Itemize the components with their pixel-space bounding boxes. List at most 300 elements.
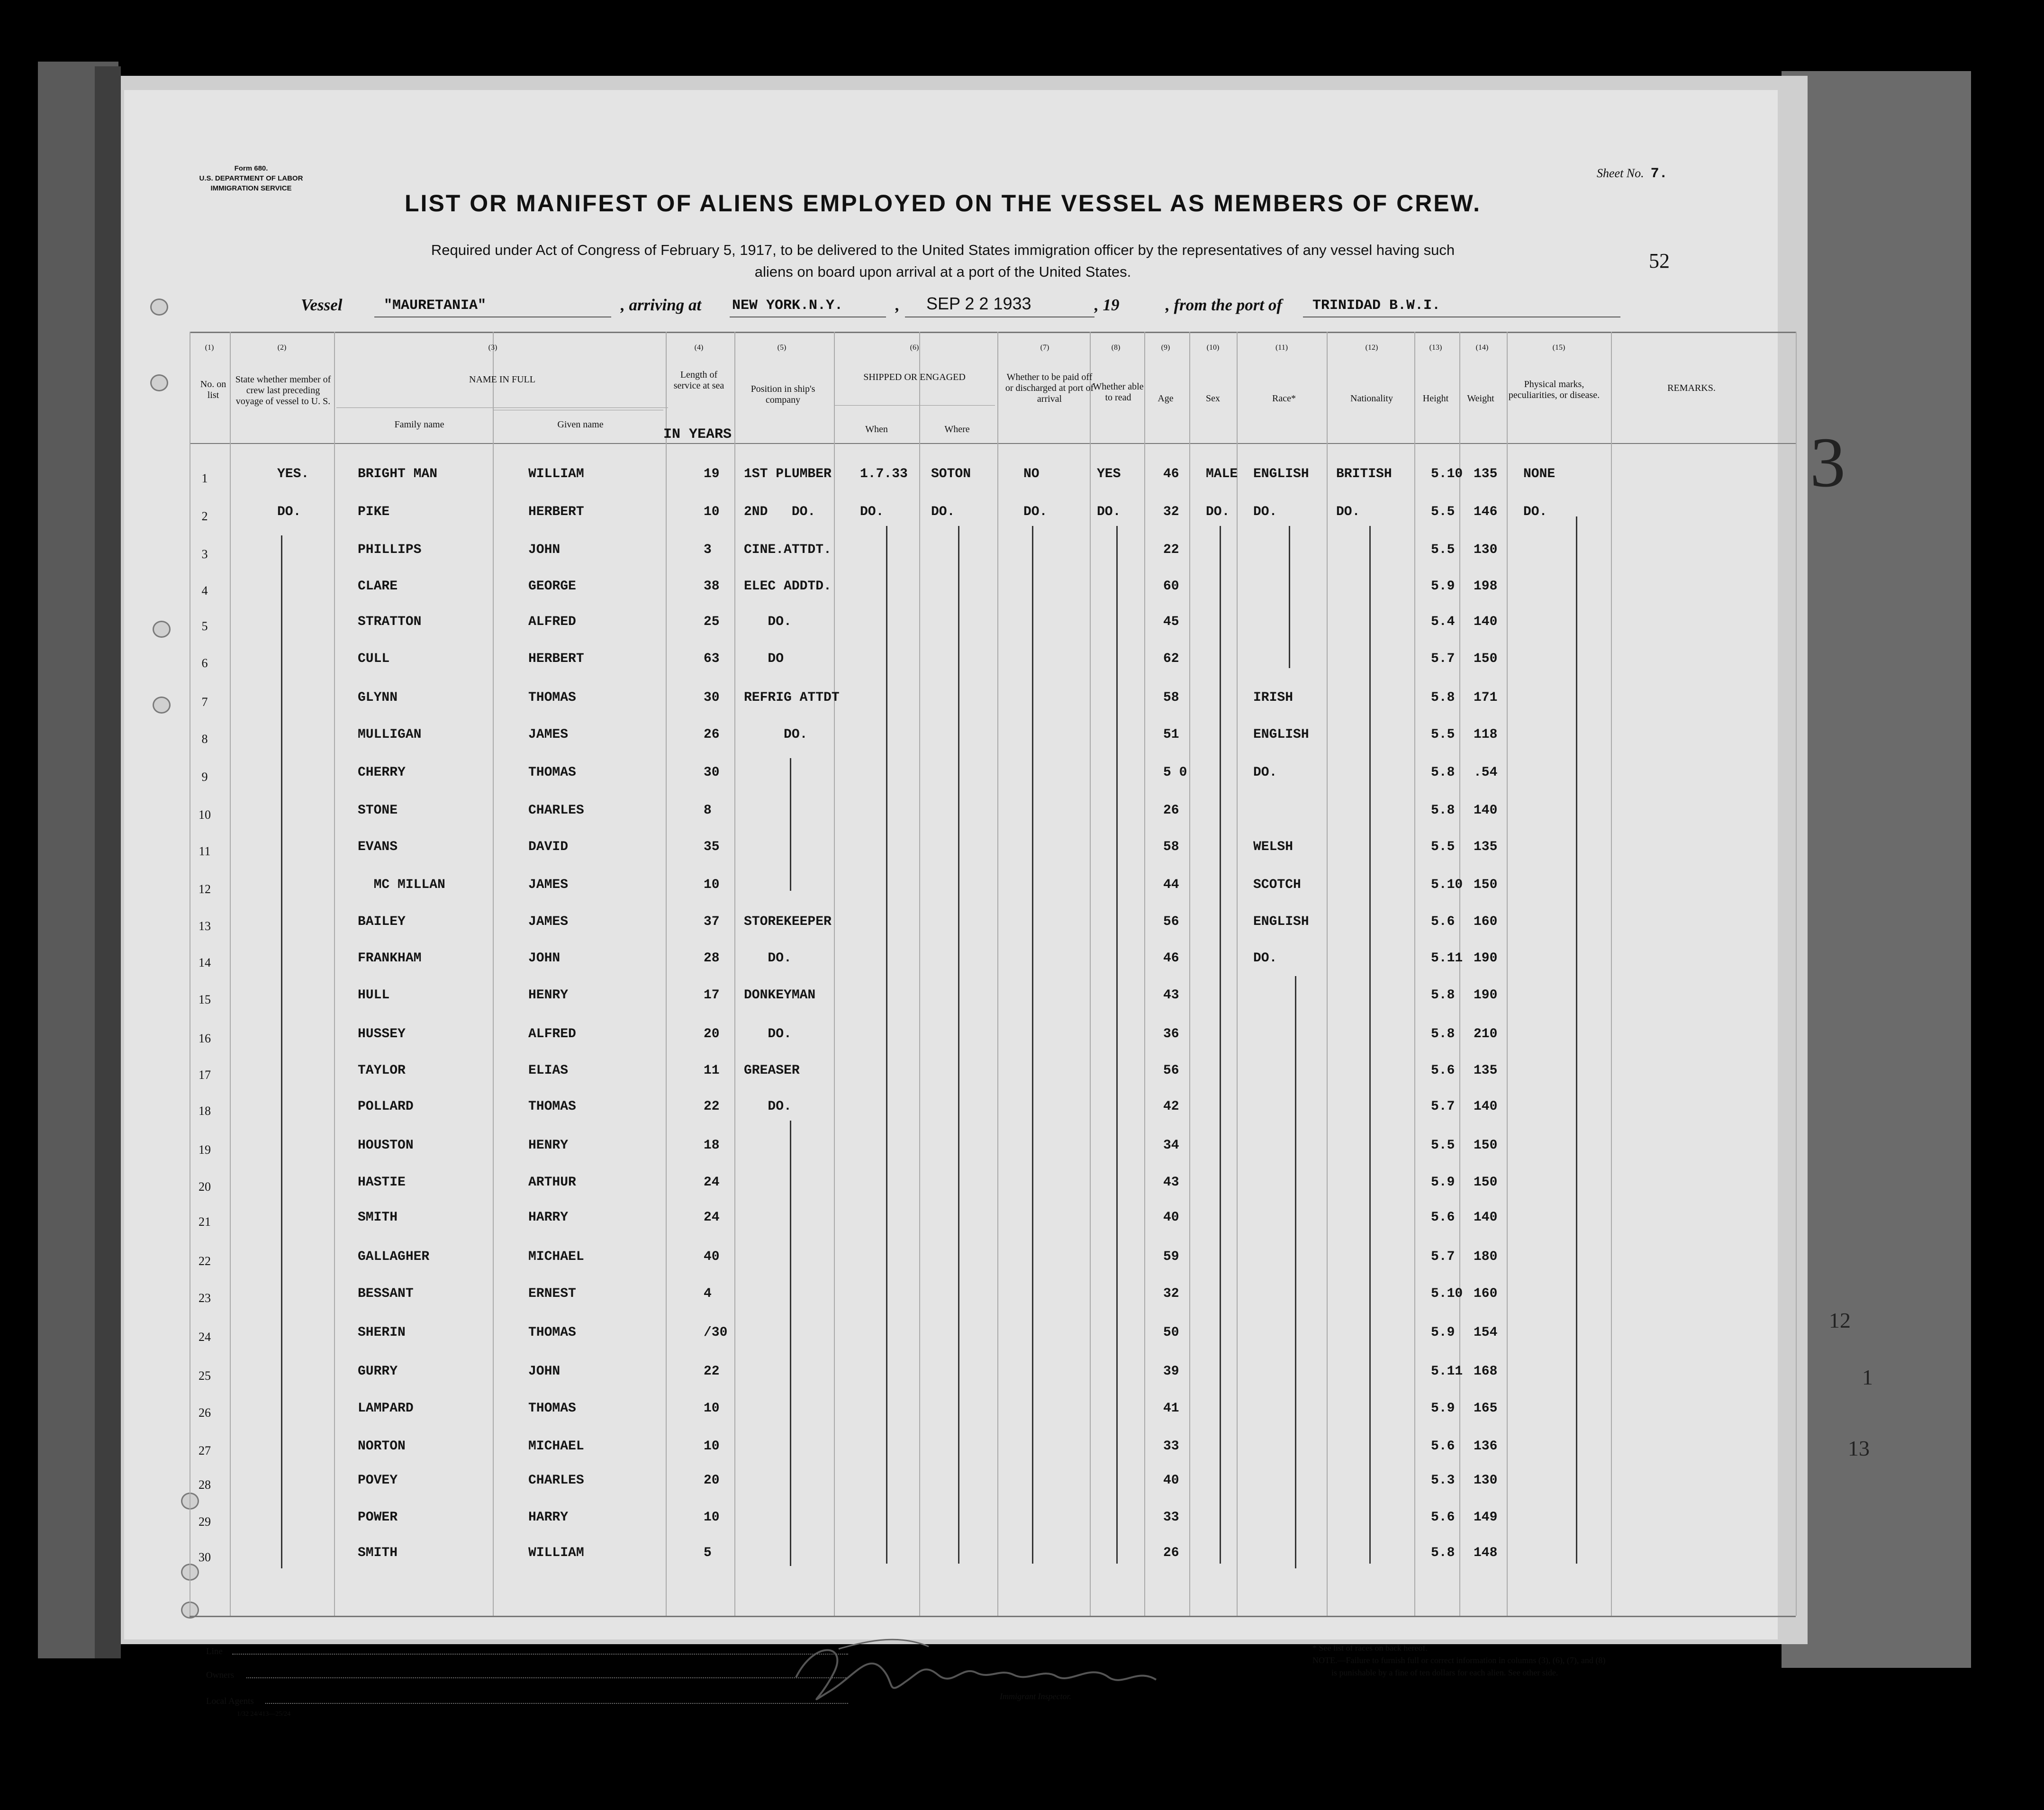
position-cell: REFRIG ATTDT bbox=[744, 690, 840, 705]
hdr-where: Where bbox=[944, 424, 970, 434]
given-name-cell: HENRY bbox=[528, 988, 569, 1003]
sheet-label: Sheet No. bbox=[1597, 166, 1644, 180]
family-name-cell: HULL bbox=[358, 988, 390, 1003]
row-number: 4 bbox=[201, 584, 208, 597]
row-number: 2 bbox=[201, 509, 208, 523]
given-name-cell: HERBERT bbox=[528, 505, 584, 519]
given-name-cell: ALFRED bbox=[528, 1027, 576, 1041]
position-cell: GREASER bbox=[744, 1063, 800, 1078]
column-number: (14) bbox=[1475, 344, 1489, 352]
race-cell: DO. bbox=[1253, 765, 1277, 780]
height-cell: 5.5 bbox=[1431, 840, 1455, 854]
family-name-cell: LAMPARD bbox=[358, 1401, 414, 1416]
race-cell: DO. bbox=[1253, 951, 1277, 966]
given-name-cell: JAMES bbox=[528, 878, 569, 892]
column-rule bbox=[1507, 332, 1508, 1616]
race-cell: WELSH bbox=[1253, 840, 1293, 854]
given-name-cell: JAMES bbox=[528, 727, 569, 742]
row-number: 16 bbox=[199, 1032, 211, 1045]
department-name: U.S. DEPARTMENT OF LABOR bbox=[199, 174, 303, 182]
footnote-penalty: NOTE.—Failure to furnish full or correct information in columns (3), (6), (7), and (8) bbox=[1312, 1656, 1606, 1665]
shipped-where-cell: DO. bbox=[931, 505, 955, 519]
column-number: (5) bbox=[777, 344, 787, 352]
row-number: 13 bbox=[199, 919, 211, 933]
weight-cell: 160 bbox=[1474, 914, 1498, 929]
age-cell: 32 bbox=[1163, 505, 1179, 519]
age-cell: 41 bbox=[1163, 1401, 1179, 1416]
hdr-family-name: Family name bbox=[394, 419, 444, 430]
weight-cell: 146 bbox=[1474, 505, 1498, 519]
hdr-shipped: SHIPPED OR ENGAGED bbox=[863, 372, 966, 382]
position-cell: DO bbox=[744, 652, 784, 666]
weight-cell: 150 bbox=[1474, 652, 1498, 666]
row-number: 30 bbox=[199, 1550, 211, 1564]
position-cell: DO. bbox=[744, 727, 808, 742]
weight-cell: .54 bbox=[1474, 765, 1498, 780]
row-number: 22 bbox=[199, 1254, 211, 1268]
position-cell: 1ST PLUMBER bbox=[744, 467, 832, 481]
age-cell: 44 bbox=[1163, 878, 1179, 892]
column-number: (1) bbox=[205, 344, 214, 352]
hdr-sex: Sex bbox=[1206, 393, 1220, 404]
column-number: (3) bbox=[488, 344, 497, 352]
position-cell: DO. bbox=[744, 951, 792, 966]
age-cell: 5 0 bbox=[1163, 765, 1187, 780]
from-port: TRINIDAD B.W.I. bbox=[1312, 298, 1441, 314]
service-years-cell: 25 bbox=[704, 615, 720, 629]
row-number: 8 bbox=[201, 732, 208, 746]
form-identifier bbox=[180, 163, 322, 193]
hdr-weight: Weight bbox=[1467, 393, 1494, 404]
height-cell: 5.7 bbox=[1431, 1249, 1455, 1264]
physical-marks-cell: NONE bbox=[1523, 467, 1556, 481]
family-name-cell: HOUSTON bbox=[358, 1138, 414, 1153]
hdr-race: Race* bbox=[1272, 393, 1296, 404]
given-name-cell: ALFRED bbox=[528, 615, 576, 629]
column-rule bbox=[919, 332, 920, 1616]
page-number: 52 bbox=[1649, 249, 1670, 272]
race-cell: DO. bbox=[1253, 505, 1277, 519]
row-number: 23 bbox=[199, 1291, 211, 1305]
punch-hole bbox=[153, 621, 171, 638]
able-to-read-cell: DO. bbox=[1097, 505, 1121, 519]
margin-mark: 1 bbox=[1862, 1365, 1873, 1389]
given-name-cell: DAVID bbox=[528, 840, 569, 854]
column-number: (15) bbox=[1552, 344, 1565, 352]
weight-cell: 160 bbox=[1474, 1286, 1498, 1301]
weight-cell: 149 bbox=[1474, 1510, 1498, 1525]
height-cell: 5.11 bbox=[1431, 1364, 1463, 1379]
weight-cell: 135 bbox=[1474, 467, 1498, 481]
given-name-cell: JOHN bbox=[528, 1364, 561, 1379]
print-code: 1/32 24/413—25/24 bbox=[237, 1710, 291, 1718]
footnote-penalty-cont: is punishable by a fine of ten dollars for each alien. See other side. bbox=[1331, 1668, 1558, 1677]
given-name-cell: CHARLES bbox=[528, 1473, 584, 1488]
service-years-cell: 17 bbox=[704, 988, 720, 1003]
sheet-number bbox=[1597, 166, 1668, 182]
row-number: 20 bbox=[199, 1180, 211, 1194]
hdr-nationality: Nationality bbox=[1350, 393, 1393, 404]
weight-cell: 150 bbox=[1474, 878, 1498, 892]
table-top-rule bbox=[190, 332, 1796, 333]
from-label: , from the port of bbox=[1166, 296, 1282, 314]
age-cell: 26 bbox=[1163, 803, 1179, 818]
weight-cell: 130 bbox=[1474, 543, 1498, 557]
position-cell: DO. bbox=[744, 1027, 792, 1041]
family-name-cell: POWER bbox=[358, 1510, 398, 1525]
able-to-read-cell: YES bbox=[1097, 467, 1121, 481]
family-name-cell: MC MILLAN bbox=[358, 878, 445, 892]
arriving-port: NEW YORK.N.Y. bbox=[732, 298, 843, 314]
book-spine bbox=[95, 66, 121, 1658]
age-cell: 58 bbox=[1163, 840, 1179, 854]
family-name-cell: GURRY bbox=[358, 1364, 398, 1379]
age-cell: 46 bbox=[1163, 467, 1179, 481]
height-cell: 5.8 bbox=[1431, 1546, 1455, 1560]
service-years-cell: /30 bbox=[704, 1325, 728, 1340]
position-cell: CINE.ATTDT. bbox=[744, 543, 832, 557]
service-years-cell: 40 bbox=[704, 1249, 720, 1264]
family-name-cell: BRIGHT MAN bbox=[358, 467, 438, 481]
family-name-cell: BESSANT bbox=[358, 1286, 414, 1301]
family-name-cell: CLARE bbox=[358, 579, 398, 594]
age-cell: 36 bbox=[1163, 1027, 1179, 1041]
row-number: 12 bbox=[199, 882, 211, 896]
family-name-cell: SMITH bbox=[358, 1546, 398, 1560]
height-cell: 5.9 bbox=[1431, 1325, 1455, 1340]
hdr-age: Age bbox=[1158, 393, 1174, 404]
age-cell: 51 bbox=[1163, 727, 1179, 742]
service-years-cell: 3 bbox=[704, 543, 712, 557]
family-name-cell: BAILEY bbox=[358, 914, 406, 929]
age-cell: 60 bbox=[1163, 579, 1179, 594]
service-years-cell: 10 bbox=[704, 1510, 720, 1525]
race-cell: ENGLISH bbox=[1253, 727, 1309, 742]
column-rule bbox=[1327, 332, 1328, 1616]
service-years-cell: 10 bbox=[704, 1439, 720, 1454]
height-cell: 5.6 bbox=[1431, 1210, 1455, 1225]
age-cell: 34 bbox=[1163, 1138, 1179, 1153]
form-number: Form 680. bbox=[234, 164, 268, 172]
weight-cell: 165 bbox=[1474, 1401, 1498, 1416]
column-number: (10) bbox=[1206, 344, 1220, 352]
row-number: 29 bbox=[199, 1515, 211, 1529]
given-name-cell: ARTHUR bbox=[528, 1175, 576, 1190]
family-name-cell: PHILLIPS bbox=[358, 543, 422, 557]
given-name-cell: ELIAS bbox=[528, 1063, 569, 1078]
year-label: , 19 bbox=[1094, 296, 1120, 314]
document-title: LIST OR MANIFEST OF ALIENS EMPLOYED ON THE VESSEL AS MEMBERS OF CREW. bbox=[405, 190, 1481, 217]
sex-cell: DO. bbox=[1206, 505, 1230, 519]
row-number: 7 bbox=[201, 695, 208, 709]
given-name-cell: MICHAEL bbox=[528, 1439, 584, 1454]
column-number: (8) bbox=[1111, 344, 1121, 352]
family-name-cell: HUSSEY bbox=[358, 1027, 406, 1041]
hdr-name: NAME IN FULL bbox=[469, 374, 535, 385]
age-cell: 39 bbox=[1163, 1364, 1179, 1379]
given-name-cell: THOMAS bbox=[528, 1325, 576, 1340]
height-cell: 5.8 bbox=[1431, 803, 1455, 818]
weight-cell: 140 bbox=[1474, 1210, 1498, 1225]
age-cell: 46 bbox=[1163, 951, 1179, 966]
age-cell: 59 bbox=[1163, 1249, 1179, 1264]
comma: , bbox=[895, 296, 900, 314]
hdr-service: Length of service at sea bbox=[673, 370, 724, 391]
punch-hole bbox=[150, 374, 168, 391]
service-years-cell: 24 bbox=[704, 1210, 720, 1225]
footnote bbox=[1312, 1642, 1710, 1679]
column-rule bbox=[1189, 332, 1190, 1616]
family-name-cell: MULLIGAN bbox=[358, 727, 422, 742]
age-cell: 45 bbox=[1163, 615, 1179, 629]
subtitle-line-2: aliens on board upon arrival at a port of the United States. bbox=[754, 263, 1131, 280]
height-cell: 5.10 bbox=[1431, 467, 1463, 481]
weight-cell: 210 bbox=[1474, 1027, 1498, 1041]
position-cell: DONKEYMAN bbox=[744, 988, 816, 1003]
arriving-label: , arriving at bbox=[621, 296, 702, 314]
family-name-cell: SHERIN bbox=[358, 1325, 406, 1340]
row-number: 18 bbox=[199, 1104, 211, 1118]
hdr-physical-marks: Physical marks, peculiarities, or disease. bbox=[1508, 379, 1600, 400]
height-cell: 5.5 bbox=[1431, 1138, 1455, 1153]
height-cell: 5.10 bbox=[1431, 878, 1463, 892]
column-rule bbox=[493, 332, 494, 1616]
service-years-cell: 30 bbox=[704, 765, 720, 780]
service-years-cell: 28 bbox=[704, 951, 720, 966]
service-years-cell: 63 bbox=[704, 652, 720, 666]
physical-marks-cell: DO. bbox=[1523, 505, 1547, 519]
column-rule bbox=[1237, 332, 1238, 1616]
age-cell: 50 bbox=[1163, 1325, 1179, 1340]
sheet-value: 7. bbox=[1650, 166, 1668, 182]
row-number: 27 bbox=[199, 1444, 211, 1457]
height-cell: 5.9 bbox=[1431, 1401, 1455, 1416]
family-name-cell: POVEY bbox=[358, 1473, 398, 1488]
given-name-cell: JOHN bbox=[528, 543, 561, 557]
height-cell: 5.6 bbox=[1431, 1439, 1455, 1454]
age-cell: 43 bbox=[1163, 1175, 1179, 1190]
race-cell: ENGLISH bbox=[1253, 467, 1309, 481]
position-cell: 2ND DO. bbox=[744, 505, 816, 519]
family-name-cell: CHERRY bbox=[358, 765, 406, 780]
column-number: (7) bbox=[1040, 344, 1049, 352]
family-name-cell: NORTON bbox=[358, 1439, 406, 1454]
age-cell: 42 bbox=[1163, 1099, 1179, 1114]
service-years-cell: 26 bbox=[704, 727, 720, 742]
column-number: (11) bbox=[1275, 344, 1288, 352]
nationality-cell: BRITISH bbox=[1336, 467, 1392, 481]
given-name-cell: JAMES bbox=[528, 914, 569, 929]
age-cell: 22 bbox=[1163, 543, 1179, 557]
height-cell: 5.9 bbox=[1431, 579, 1455, 594]
height-cell: 5.7 bbox=[1431, 652, 1455, 666]
table-bottom-rule bbox=[190, 1616, 1796, 1617]
paid-off-cell: DO. bbox=[1023, 505, 1048, 519]
service-years-cell: 20 bbox=[704, 1473, 720, 1488]
column-rule bbox=[666, 332, 667, 1616]
service-years-cell: 20 bbox=[704, 1027, 720, 1041]
given-name-cell: GEORGE bbox=[528, 579, 576, 594]
hdr-no-on-list: No. on list bbox=[200, 379, 226, 400]
row-number: 9 bbox=[201, 770, 208, 784]
age-cell: 56 bbox=[1163, 1063, 1179, 1078]
weight-cell: 140 bbox=[1474, 1099, 1498, 1114]
race-cell: ENGLISH bbox=[1253, 914, 1309, 929]
position-cell: ELEC ADDTD. bbox=[744, 579, 832, 594]
column-number: (4) bbox=[694, 344, 704, 352]
given-name-cell: CHARLES bbox=[528, 803, 584, 818]
given-name-cell: THOMAS bbox=[528, 690, 576, 705]
height-cell: 5.8 bbox=[1431, 988, 1455, 1003]
height-cell: 5.11 bbox=[1431, 951, 1463, 966]
service-name: IMMIGRATION SERVICE bbox=[210, 184, 292, 192]
weight-cell: 150 bbox=[1474, 1175, 1498, 1190]
height-cell: 5.5 bbox=[1431, 727, 1455, 742]
margin-mark: 13 bbox=[1848, 1436, 1870, 1460]
margin-mark-bracket: 3 bbox=[1810, 423, 1845, 502]
weight-cell: 190 bbox=[1474, 988, 1498, 1003]
nationality-cell: DO. bbox=[1336, 505, 1360, 519]
service-years-cell: 30 bbox=[704, 690, 720, 705]
given-name-cell: HARRY bbox=[528, 1210, 569, 1225]
service-years-cell: 22 bbox=[704, 1364, 720, 1379]
height-cell: 5.6 bbox=[1431, 914, 1455, 929]
row-number: 15 bbox=[199, 993, 211, 1006]
family-name-cell: STRATTON bbox=[358, 615, 422, 629]
weight-cell: 168 bbox=[1474, 1364, 1498, 1379]
height-cell: 5.5 bbox=[1431, 505, 1455, 519]
column-number: (13) bbox=[1429, 344, 1442, 352]
family-name-cell: SMITH bbox=[358, 1210, 398, 1225]
family-name-cell: HASTIE bbox=[358, 1175, 406, 1190]
row-number: 17 bbox=[199, 1068, 211, 1082]
row-number: 3 bbox=[201, 547, 208, 561]
punch-hole bbox=[153, 697, 171, 714]
given-name-cell: THOMAS bbox=[528, 1099, 576, 1114]
service-years-cell: 10 bbox=[704, 1401, 720, 1416]
weight-cell: 180 bbox=[1474, 1249, 1498, 1264]
age-cell: 40 bbox=[1163, 1473, 1179, 1488]
height-cell: 5.6 bbox=[1431, 1063, 1455, 1078]
row-number: 10 bbox=[199, 808, 211, 822]
family-name-cell: GALLAGHER bbox=[358, 1249, 430, 1264]
inspector-signature bbox=[777, 1620, 1203, 1715]
column-rule bbox=[1144, 332, 1145, 1616]
height-cell: 5.6 bbox=[1431, 1510, 1455, 1525]
line-label: Line bbox=[206, 1647, 223, 1656]
family-name-cell: POLLARD bbox=[358, 1099, 414, 1114]
service-years-cell: 19 bbox=[704, 467, 720, 481]
age-cell: 40 bbox=[1163, 1210, 1179, 1225]
given-name-cell: MICHAEL bbox=[528, 1249, 584, 1264]
column-rule bbox=[1611, 332, 1612, 1616]
race-cell: IRISH bbox=[1253, 690, 1293, 705]
given-name-cell: THOMAS bbox=[528, 1401, 576, 1416]
row-number: 6 bbox=[201, 656, 208, 670]
column-rule bbox=[734, 332, 735, 1616]
given-name-cell: HARRY bbox=[528, 1510, 569, 1525]
voyage-cell: YES. bbox=[277, 467, 309, 481]
service-years-cell: 37 bbox=[704, 914, 720, 929]
weight-cell: 130 bbox=[1474, 1473, 1498, 1488]
weight-cell: 148 bbox=[1474, 1546, 1498, 1560]
shipped-where-cell: SOTON bbox=[931, 467, 971, 481]
height-cell: 5.8 bbox=[1431, 1027, 1455, 1041]
given-name-cell: HENRY bbox=[528, 1138, 569, 1153]
column-rule bbox=[997, 332, 998, 1616]
height-cell: 5.8 bbox=[1431, 690, 1455, 705]
row-number: 25 bbox=[199, 1369, 211, 1383]
service-years-cell: 18 bbox=[704, 1138, 720, 1153]
column-number: (2) bbox=[277, 344, 287, 352]
row-number: 21 bbox=[199, 1215, 211, 1229]
family-name-cell: EVANS bbox=[358, 840, 398, 854]
height-cell: 5.4 bbox=[1431, 615, 1455, 629]
service-years-cell: 10 bbox=[704, 505, 720, 519]
service-years-cell: 8 bbox=[704, 803, 712, 818]
row-number: 5 bbox=[201, 619, 208, 633]
sex-cell: MALE bbox=[1206, 467, 1238, 481]
column-rule bbox=[834, 332, 835, 1616]
height-cell: 5.8 bbox=[1431, 765, 1455, 780]
age-cell: 33 bbox=[1163, 1510, 1179, 1525]
age-cell: 58 bbox=[1163, 690, 1179, 705]
weight-cell: 140 bbox=[1474, 615, 1498, 629]
hdr-position: Position in ship's company bbox=[751, 384, 815, 405]
vessel-line bbox=[294, 294, 1620, 317]
paid-off-cell: NO bbox=[1023, 467, 1040, 481]
column-number: (12) bbox=[1365, 344, 1378, 352]
column-rule bbox=[1459, 332, 1460, 1616]
height-cell: 5.10 bbox=[1431, 1286, 1463, 1301]
position-cell: STOREKEEPER bbox=[744, 914, 832, 929]
weight-cell: 150 bbox=[1474, 1138, 1498, 1153]
hdr-read: Whether able to read bbox=[1093, 381, 1144, 403]
family-name-cell: GLYNN bbox=[358, 690, 398, 705]
height-cell: 5.3 bbox=[1431, 1473, 1455, 1488]
column-rule bbox=[334, 332, 335, 1616]
family-name-cell: PIKE bbox=[358, 505, 390, 519]
local-agents-label: Local Agents bbox=[206, 1696, 254, 1706]
age-cell: 56 bbox=[1163, 914, 1179, 929]
position-cell: DO. bbox=[744, 615, 792, 629]
column-rule bbox=[1090, 332, 1091, 1616]
service-years-cell: 22 bbox=[704, 1099, 720, 1114]
hdr-voyage: State whether member of crew last preceding voyage of vessel to U. S. bbox=[235, 374, 331, 407]
weight-cell: 140 bbox=[1474, 803, 1498, 818]
given-name-cell: WILLIAM bbox=[528, 467, 584, 481]
weight-cell: 198 bbox=[1474, 579, 1498, 594]
position-cell: DO. bbox=[744, 1099, 792, 1114]
service-years-cell: 5 bbox=[704, 1546, 712, 1560]
hdr-paid-off: Whether to be paid off or discharged at port of arrival bbox=[1005, 372, 1094, 404]
weight-cell: 171 bbox=[1474, 690, 1498, 705]
column-rule bbox=[1414, 332, 1415, 1616]
shipped-when-cell: DO. bbox=[860, 505, 884, 519]
column-number: (9) bbox=[1161, 344, 1170, 352]
owners-label: Owners bbox=[206, 1670, 235, 1680]
height-cell: 5.5 bbox=[1431, 543, 1455, 557]
race-cell: SCOTCH bbox=[1253, 878, 1301, 892]
shipped-when-cell: 1.7.33 bbox=[860, 467, 908, 481]
weight-cell: 118 bbox=[1474, 727, 1498, 742]
family-name-cell: FRANKHAM bbox=[358, 951, 422, 966]
weight-cell: 135 bbox=[1474, 840, 1498, 854]
given-name-cell: THOMAS bbox=[528, 765, 576, 780]
hdr-when: When bbox=[865, 424, 888, 434]
hdr-given-name: Given name bbox=[557, 419, 604, 430]
row-number: 14 bbox=[199, 956, 211, 969]
